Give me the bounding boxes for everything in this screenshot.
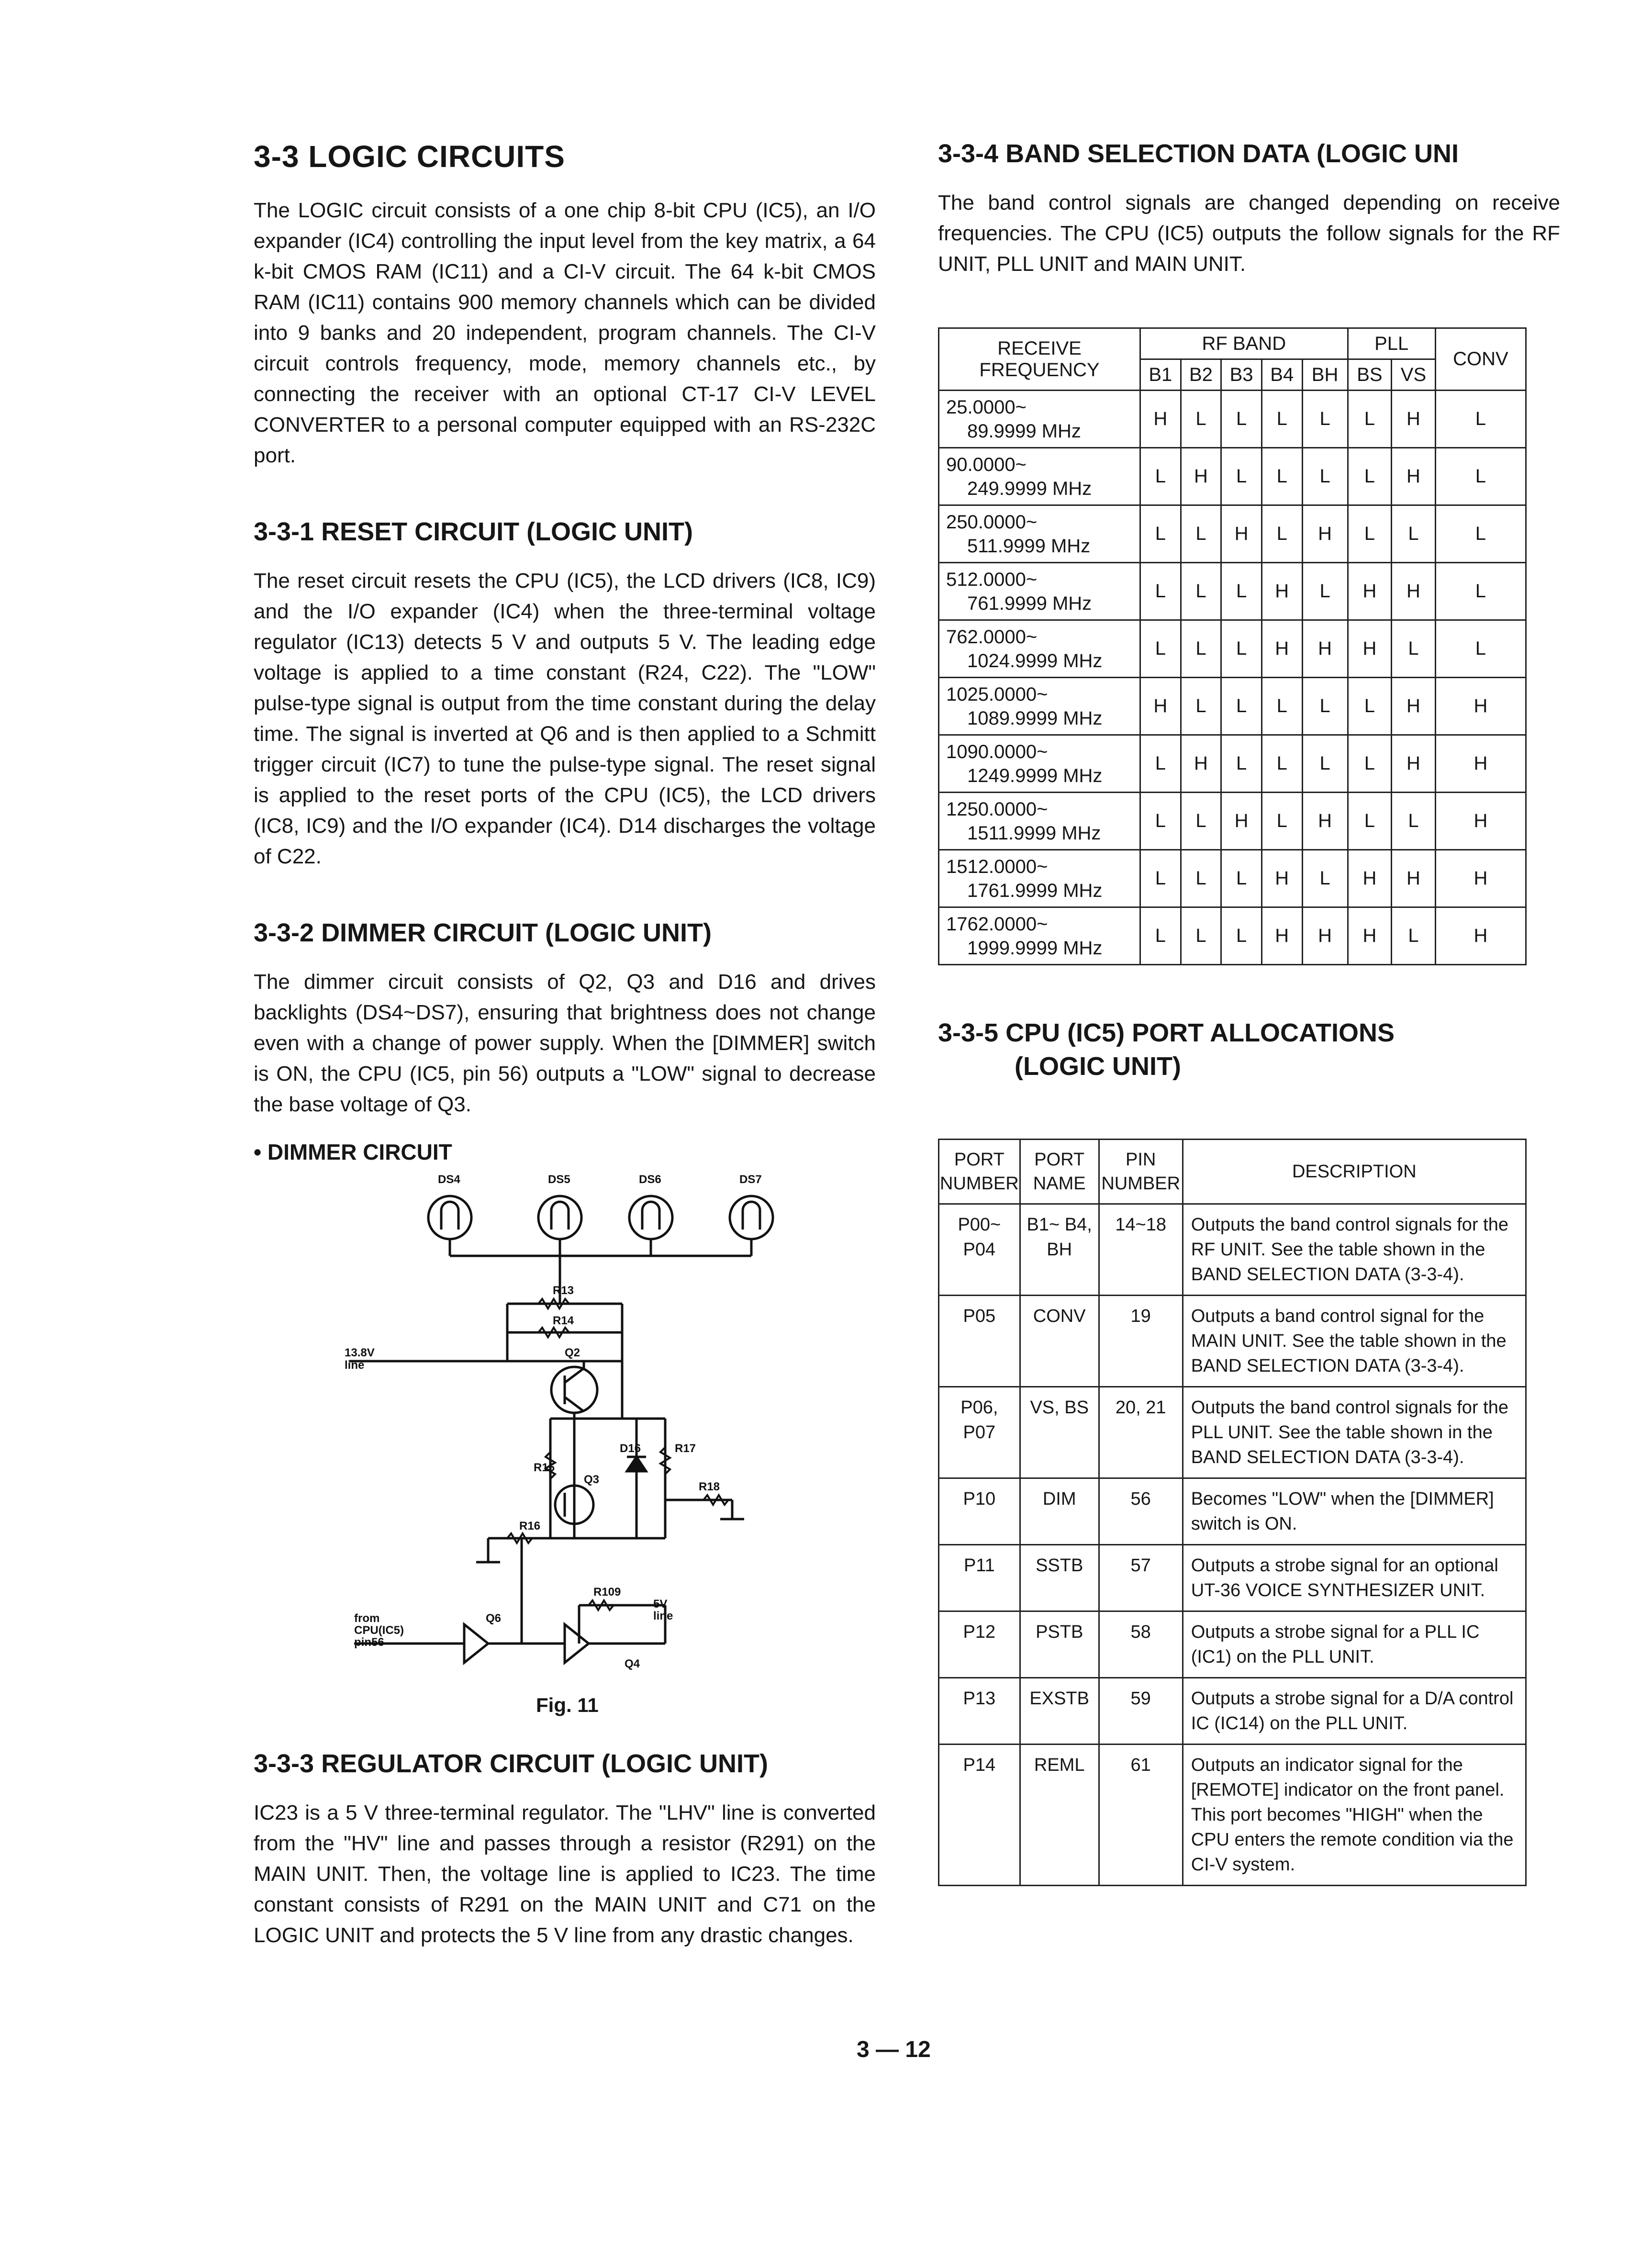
band-signal-cell: L — [1140, 735, 1181, 793]
port-desc-cell: Becomes "LOW" when the [DIMMER] switch is ON. — [1183, 1478, 1526, 1545]
band-signal-cell: L — [1435, 448, 1526, 505]
band-signal-cell: L — [1221, 850, 1262, 907]
band-signal-cell: H — [1261, 850, 1302, 907]
band-signal-cell: H — [1392, 448, 1436, 505]
schematic-labels — [254, 1165, 876, 1691]
port-desc-cell: Outputs the band control signals for the RF UNIT. See the table shown in the BAND SELECTION DATA (3-3-4). — [1183, 1204, 1526, 1296]
band-table-col-b2: B2 — [1181, 359, 1221, 391]
dimmer-schematic-figure — [254, 1165, 876, 1739]
port-desc-cell: Outputs a strobe signal for an optional UT-36 VOICE SYNTHESIZER UNIT. — [1183, 1545, 1526, 1611]
label-d16: D16 — [620, 1442, 641, 1455]
band-signal-cell: H — [1348, 907, 1392, 965]
port-port-cell: P05 — [939, 1296, 1020, 1387]
label-r17: R17 — [675, 1442, 696, 1455]
table-row — [939, 678, 1526, 735]
right-column — [938, 139, 1560, 1886]
band-signal-cell: L — [1140, 850, 1181, 907]
label-q6: Q6 — [486, 1612, 502, 1625]
port-pin-cell: 56 — [1099, 1478, 1183, 1545]
band-signal-cell: L — [1435, 620, 1526, 678]
band-frequency-cell: 25.0000~ 89.9999 MHz — [939, 391, 1140, 448]
table-row — [939, 1204, 1526, 1296]
band-table-header-conv: CONV — [1435, 328, 1526, 391]
band-selection-paragraph: The band control signals are changed depending on receive frequencies. The CPU (IC5) outputs the follow signals for the RF UNIT, PLL UNIT and MAIN UNIT. — [938, 191, 1560, 276]
band-signal-cell: L — [1435, 563, 1526, 620]
label-r16: R16 — [519, 1520, 541, 1532]
port-desc-cell: Outputs the band control signals for the PLL UNIT. See the table shown in the BAND SELECTION DATA (3-3-4). — [1183, 1387, 1526, 1478]
band-signal-cell: H — [1302, 907, 1348, 965]
band-frequency-cell: 1762.0000~ 1999.9999 MHz — [939, 907, 1140, 965]
label-q4: Q4 — [625, 1657, 640, 1670]
band-selection-table — [938, 327, 1527, 965]
port-desc-cell: Outputs an indicator signal for the [REMOTE] indicator on the front panel. This port becomes "HIGH" when the CPU enters the remote condition via the CI-V system. — [1183, 1745, 1526, 1886]
band-signal-cell: L — [1302, 678, 1348, 735]
band-signal-cell: H — [1435, 850, 1526, 907]
band-signal-cell: H — [1181, 448, 1221, 505]
band-signal-cell: H — [1140, 678, 1181, 735]
band-signal-cell: L — [1392, 793, 1436, 850]
label-r15: R15 — [534, 1461, 555, 1474]
band-frequency-cell: 1090.0000~ 1249.9999 MHz — [939, 735, 1140, 793]
band-signal-cell: L — [1181, 391, 1221, 448]
band-signal-cell: L — [1392, 907, 1436, 965]
band-table-col-vs: VS — [1392, 359, 1436, 391]
band-signal-cell: L — [1302, 448, 1348, 505]
band-signal-cell: H — [1302, 793, 1348, 850]
label-from: from — [354, 1612, 380, 1625]
dimmer-circuit-heading: 3-3-2 DIMMER CIRCUIT (LOGIC UNIT) — [254, 918, 712, 947]
port-table-header-number: PORT NUMBER — [939, 1140, 1020, 1204]
band-signal-cell: L — [1261, 678, 1302, 735]
table-row — [939, 620, 1526, 678]
band-signal-cell: H — [1221, 505, 1262, 563]
band-frequency-cell: 90.0000~ 249.9999 MHz — [939, 448, 1140, 505]
port-name-cell: PSTB — [1020, 1611, 1099, 1678]
table-row — [939, 391, 1526, 448]
label-r109: R109 — [593, 1586, 621, 1599]
band-frequency-cell: 512.0000~ 761.9999 MHz — [939, 563, 1140, 620]
band-frequency-cell: 1512.0000~ 1761.9999 MHz — [939, 850, 1140, 907]
port-pin-cell: 20, 21 — [1099, 1387, 1183, 1478]
band-signal-cell: L — [1221, 563, 1262, 620]
band-table-col-bh: BH — [1302, 359, 1348, 391]
band-signal-cell: L — [1140, 907, 1181, 965]
port-table-header-description: DESCRIPTION — [1183, 1140, 1526, 1204]
table-row — [939, 1387, 1526, 1478]
table-row — [939, 1611, 1526, 1678]
label-from-cpu: CPU(IC5) — [354, 1624, 404, 1637]
band-frequency-cell: 250.0000~ 511.9999 MHz — [939, 505, 1140, 563]
band-signal-cell: L — [1221, 448, 1262, 505]
table-row — [939, 1545, 1526, 1611]
band-signal-cell: H — [1221, 793, 1262, 850]
port-desc-cell: Outputs a strobe signal for a D/A control IC (IC14) on the PLL UNIT. — [1183, 1678, 1526, 1745]
port-port-cell: P10 — [939, 1478, 1020, 1545]
port-name-cell: CONV — [1020, 1296, 1099, 1387]
port-port-cell: P00~ P04 — [939, 1204, 1020, 1296]
table-row — [939, 907, 1526, 965]
section-title: 3-3 LOGIC CIRCUITS — [254, 139, 565, 174]
label-from-pin: pin56 — [354, 1636, 384, 1649]
band-frequency-cell: 1250.0000~ 1511.9999 MHz — [939, 793, 1140, 850]
label-5v: 5V — [653, 1598, 668, 1610]
band-signal-cell: L — [1140, 793, 1181, 850]
band-signal-cell: L — [1140, 505, 1181, 563]
band-signal-cell: H — [1140, 391, 1181, 448]
port-name-cell: VS, BS — [1020, 1387, 1099, 1478]
band-signal-cell: L — [1302, 735, 1348, 793]
port-desc-cell: Outputs a strobe signal for a PLL IC (IC1) on the PLL UNIT. — [1183, 1611, 1526, 1678]
band-signal-cell: L — [1261, 793, 1302, 850]
band-signal-cell: H — [1392, 735, 1436, 793]
port-allocation-table — [938, 1139, 1527, 1886]
band-selection-heading: 3-3-4 BAND SELECTION DATA (LOGIC UNI — [938, 139, 1459, 168]
band-signal-cell: L — [1302, 391, 1348, 448]
band-signal-cell: H — [1435, 907, 1526, 965]
band-signal-cell: L — [1221, 678, 1262, 735]
table-row — [939, 505, 1526, 563]
left-column — [254, 139, 876, 1951]
port-port-cell: P13 — [939, 1678, 1020, 1745]
label-ds6: DS6 — [639, 1173, 661, 1186]
label-5v-line: line — [653, 1610, 673, 1622]
band-signal-cell: L — [1221, 907, 1262, 965]
cpu-port-heading-unit: (LOGIC UNIT) — [1015, 1052, 1181, 1081]
port-port-cell: P12 — [939, 1611, 1020, 1678]
port-port-cell: P14 — [939, 1745, 1020, 1886]
port-table-header-name: PORT NAME — [1020, 1140, 1099, 1204]
band-signal-cell: L — [1221, 620, 1262, 678]
table-row — [939, 1745, 1526, 1886]
cpu-port-heading: 3-3-5 CPU (IC5) PORT ALLOCATIONS — [938, 1018, 1395, 1047]
label-13v8: 13.8V — [345, 1346, 375, 1359]
port-pin-cell: 59 — [1099, 1678, 1183, 1745]
table-row — [939, 1296, 1526, 1387]
band-frequency-cell: 762.0000~ 1024.9999 MHz — [939, 620, 1140, 678]
logic-intro-paragraph: The LOGIC circuit consists of a one chip 8-bit CPU (IC5), an I/O expander (IC4) controlling the input level from the key matrix, a 64 k-bit CMOS RAM (IC11) and a CI-V circuit. The 64 k-bit CMOS RAM (IC11) contains 900 memory channels which can be divided into 9 banks and 20 independent, program channels. The CI-V circuit controls frequency, mode, memory channels etc., by connecting the receiver with an optional CT-17 CI-V LEVEL CONVERTER to a personal computer equipped with an RS-232C port. — [254, 199, 876, 467]
port-pin-cell: 61 — [1099, 1745, 1183, 1886]
port-table-header-pin: PIN NUMBER — [1099, 1140, 1183, 1204]
dimmer-circuit-bullet: • DIMMER CIRCUIT — [254, 1140, 452, 1164]
band-signal-cell: H — [1392, 850, 1436, 907]
table-row — [939, 563, 1526, 620]
band-signal-cell: H — [1392, 563, 1436, 620]
band-signal-cell: H — [1348, 620, 1392, 678]
band-table-col-bs: BS — [1348, 359, 1392, 391]
band-signal-cell: L — [1435, 391, 1526, 448]
label-r14: R14 — [553, 1314, 574, 1327]
band-signal-cell: L — [1348, 391, 1392, 448]
band-signal-cell: H — [1302, 505, 1348, 563]
reset-circuit-paragraph: The reset circuit resets the CPU (IC5), the LCD drivers (IC8, IC9) and the I/O expander (IC4) when the three-terminal voltage regulator (IC13) detects 5 V and outputs 5 V. The leading edge voltage is applied to a time constant (R24, C22). The "LOW" pulse-type signal is output from the time constant during the delay time. The signal is inverted at Q6 and is then applied to a Schmitt trigger circuit (IC7) to tune the pulse-type signal. The reset signal is applied to the reset ports of the CPU (IC5), the LCD drivers (IC8, IC9) and the I/O expander (IC4). D14 discharges the voltage of C22. — [254, 569, 876, 868]
band-signal-cell: L — [1348, 505, 1392, 563]
port-pin-cell: 57 — [1099, 1545, 1183, 1611]
band-signal-cell: L — [1181, 907, 1221, 965]
band-signal-cell: H — [1348, 563, 1392, 620]
band-signal-cell: H — [1392, 678, 1436, 735]
regulator-circuit-paragraph: IC23 is a 5 V three-terminal regulator. The "LHV" line is converted from the "HV" line and passes through a resistor (R291) on the MAIN UNIT. Then, the voltage line is applied to IC23. The time constant consists of R291 on the MAIN UNIT and C71 on the LOGIC UNIT and protects the 5 V line from any drastic changes. — [254, 1801, 876, 1947]
band-signal-cell: L — [1140, 563, 1181, 620]
port-table-body — [939, 1204, 1526, 1886]
label-r18: R18 — [699, 1480, 720, 1493]
port-pin-cell: 14~18 — [1099, 1204, 1183, 1296]
band-signal-cell: L — [1261, 735, 1302, 793]
port-pin-cell: 19 — [1099, 1296, 1183, 1387]
band-table-header-receive: RECEIVE FREQUENCY — [939, 328, 1140, 391]
band-signal-cell: L — [1348, 735, 1392, 793]
band-signal-cell: L — [1221, 735, 1262, 793]
band-signal-cell: L — [1261, 448, 1302, 505]
label-13v8-line: line — [345, 1359, 365, 1372]
label-ds4: DS4 — [438, 1173, 460, 1186]
band-signal-cell: L — [1392, 620, 1436, 678]
band-table-col-b4: B4 — [1261, 359, 1302, 391]
band-signal-cell: L — [1348, 793, 1392, 850]
band-table-header-rfband: RF BAND — [1140, 328, 1348, 359]
band-table-header-pll: PLL — [1348, 328, 1435, 359]
band-table-col-b3: B3 — [1221, 359, 1262, 391]
port-pin-cell: 58 — [1099, 1611, 1183, 1678]
label-q2: Q2 — [565, 1346, 580, 1359]
band-signal-cell: L — [1181, 505, 1221, 563]
band-signal-cell: L — [1181, 620, 1221, 678]
band-signal-cell: L — [1435, 505, 1526, 563]
table-row — [939, 1478, 1526, 1545]
band-signal-cell: L — [1302, 850, 1348, 907]
table-row — [939, 850, 1526, 907]
band-table-col-b1: B1 — [1140, 359, 1181, 391]
port-desc-cell: Outputs a band control signal for the MAIN UNIT. See the table shown in the BAND SELECTION DATA (3-3-4). — [1183, 1296, 1526, 1387]
port-port-cell: P11 — [939, 1545, 1020, 1611]
band-signal-cell: L — [1302, 563, 1348, 620]
band-signal-cell: H — [1261, 563, 1302, 620]
band-signal-cell: H — [1261, 620, 1302, 678]
label-ds7: DS7 — [739, 1173, 762, 1186]
band-signal-cell: H — [1435, 793, 1526, 850]
band-signal-cell: H — [1181, 735, 1221, 793]
port-name-cell: SSTB — [1020, 1545, 1099, 1611]
port-name-cell: B1~ B4, BH — [1020, 1204, 1099, 1296]
band-signal-cell: L — [1181, 793, 1221, 850]
figure-caption: Fig. 11 — [536, 1694, 599, 1716]
band-signal-cell: L — [1140, 620, 1181, 678]
reset-circuit-heading: 3-3-1 RESET CIRCUIT (LOGIC UNIT) — [254, 517, 693, 546]
band-signal-cell: H — [1435, 678, 1526, 735]
band-signal-cell: H — [1302, 620, 1348, 678]
table-row — [939, 1678, 1526, 1745]
band-signal-cell: L — [1221, 391, 1262, 448]
band-signal-cell: L — [1261, 391, 1302, 448]
label-r13: R13 — [553, 1284, 574, 1297]
band-signal-cell: H — [1435, 735, 1526, 793]
band-signal-cell: L — [1181, 678, 1221, 735]
band-frequency-cell: 1025.0000~ 1089.9999 MHz — [939, 678, 1140, 735]
label-q3: Q3 — [584, 1473, 600, 1486]
label-ds5: DS5 — [548, 1173, 570, 1186]
band-signal-cell: L — [1392, 505, 1436, 563]
band-signal-cell: H — [1261, 907, 1302, 965]
band-signal-cell: L — [1348, 448, 1392, 505]
band-table-body — [939, 391, 1526, 965]
table-row — [939, 793, 1526, 850]
port-name-cell: EXSTB — [1020, 1678, 1099, 1745]
port-port-cell: P06, P07 — [939, 1387, 1020, 1478]
port-name-cell: REML — [1020, 1745, 1099, 1886]
port-name-cell: DIM — [1020, 1478, 1099, 1545]
band-signal-cell: L — [1181, 563, 1221, 620]
band-signal-cell: L — [1261, 505, 1302, 563]
band-signal-cell: L — [1348, 678, 1392, 735]
page-number: 3 — 12 — [857, 2037, 931, 2062]
table-row — [939, 735, 1526, 793]
band-signal-cell: L — [1181, 850, 1221, 907]
dimmer-circuit-paragraph: The dimmer circuit consists of Q2, Q3 and D16 and drives backlights (DS4~DS7), ensuring that brightness does not change even with a change of power supply. When the [DIMMER] switch is ON, the CPU (IC5, pin 56) outputs a "LOW" signal to decrease the base voltage of Q3. — [254, 970, 876, 1116]
band-signal-cell: H — [1348, 850, 1392, 907]
table-row — [939, 448, 1526, 505]
band-signal-cell: H — [1392, 391, 1436, 448]
band-signal-cell: L — [1140, 448, 1181, 505]
regulator-circuit-heading: 3-3-3 REGULATOR CIRCUIT (LOGIC UNIT) — [254, 1749, 768, 1778]
